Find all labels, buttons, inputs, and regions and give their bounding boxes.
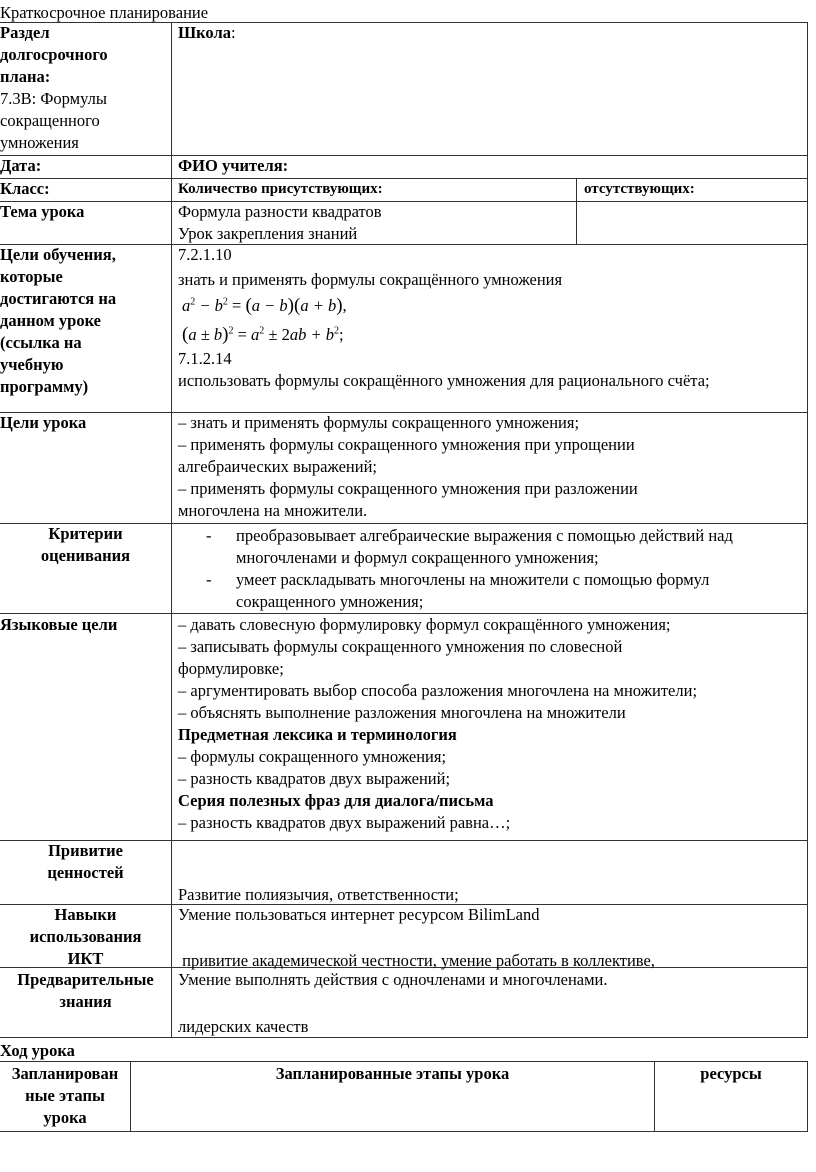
course-heading: Ход урока bbox=[0, 1041, 75, 1060]
language-goals-content: – давать словесную формулировку формул сокращённого умножения; – записывать формулы сокращенного умножения по словесной формулировке; – аргументировать выбор способа разложения многочлена на множители; – объяснять выполнение разложения многочлена на множители Предметная лексика и терминология – формулы сокращенного умножения; – разность квадратов двух выражений; Серия полезных фраз для диалога/письма – разность квадратов двух выражений равна…; bbox=[178, 615, 698, 832]
objective-text-1: знать и применять формулы сокращённого умножения bbox=[178, 270, 563, 289]
criteria-item-2: умеет раскладывать многочлены на множители с помощью формул сокращенного умножения; bbox=[236, 570, 710, 611]
ict-content: Умение пользоваться интернет ресурсом BilimLand bbox=[178, 905, 540, 924]
objective-code-1: 7.2.1.10 bbox=[178, 245, 232, 264]
course-col-resources: ресурсы bbox=[700, 1064, 762, 1083]
objective-code-2: 7.1.2.14 bbox=[178, 349, 232, 368]
prior-knowledge-label: Предварительные знания bbox=[17, 970, 154, 1011]
topic-value: Формула разности квадратов Урок закрепления знаний bbox=[178, 202, 382, 243]
learning-goals-label: Цели обучения, которые достигаются на данном уроке (ссылка на учебную программу) bbox=[0, 245, 117, 396]
lesson-goals-list: – знать и применять формулы сокращенного умножения; – применять формулы сокращенного умножения при упрощении алгебраических выражений; – применять формулы сокращенного умножения при разложении многочлена на множители. bbox=[178, 413, 638, 520]
teacher-label: ФИО учителя: bbox=[178, 156, 289, 175]
course-col-stages: Запланирован ные этапы урока bbox=[11, 1064, 119, 1127]
values-label: Привитие ценностей bbox=[47, 841, 124, 882]
date-label: Дата: bbox=[0, 156, 42, 175]
vocab-heading: Предметная лексика и терминология bbox=[178, 725, 457, 744]
criteria-bullet-1: - bbox=[206, 526, 212, 545]
topic-label: Тема урока bbox=[0, 202, 85, 221]
objective-text-2: использовать формулы сокращённого умножения для рационального счёта; bbox=[178, 371, 710, 390]
values-content: Развитие полиязычия, ответственности; привитие академической честности, умение работать в коллективе, лидерских качеств bbox=[178, 885, 655, 1036]
prior-knowledge-content: Умение выполнять действия с одночленами и многочленами. bbox=[178, 970, 608, 989]
class-label: Класс: bbox=[0, 179, 50, 198]
phrases-heading: Серия полезных фраз для диалога/письма bbox=[178, 791, 494, 810]
section-label: Раздел долгосрочного плана: bbox=[0, 23, 108, 86]
ict-label: Навыки использования ИКТ bbox=[29, 905, 142, 968]
lesson-goals-label: Цели урока bbox=[0, 413, 87, 432]
formula-difference-of-squares: $a^2 - b^2 = (a - b)(a + b)$, bbox=[182, 295, 347, 316]
absent-count-label: отсутствующих: bbox=[584, 181, 695, 197]
language-goals-label: Языковые цели bbox=[0, 615, 118, 634]
course-col-planned: Запланированные этапы урока bbox=[275, 1064, 510, 1083]
formula-square-of-sum: $(a \pm b)^2 = a^2 \pm 2ab + b^2$; bbox=[182, 324, 344, 345]
present-count-label: Количество присутствующих: bbox=[178, 181, 383, 197]
school-field: Школа: bbox=[178, 23, 236, 42]
criteria-bullet-2: - bbox=[206, 570, 212, 589]
criteria-label: Критерии оценивания bbox=[40, 524, 131, 565]
section-value: 7.3В: Формулы сокращенного умножения bbox=[0, 89, 107, 152]
criteria-item-1: преобразовывает алгебраические выражения с помощью действий над многочленами и формул сокращенного умножения; bbox=[236, 526, 733, 567]
document-title: Краткосрочное планирование bbox=[0, 3, 209, 22]
